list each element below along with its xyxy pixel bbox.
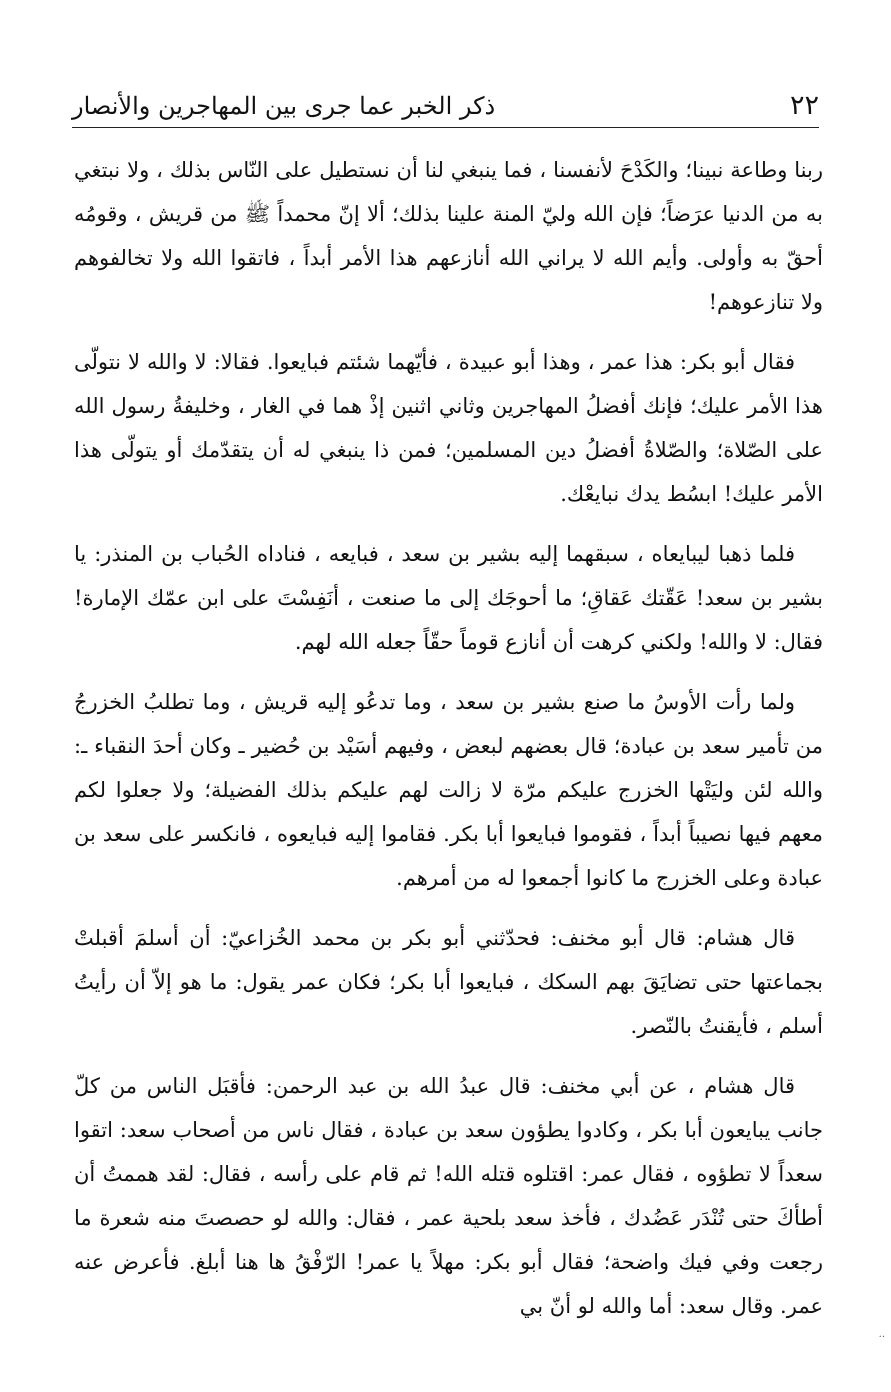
page-header: [72, 84, 819, 128]
page-body: [74, 148, 823, 1344]
paragraph: فقال أبو بكر: هذا عمر ، وهذا أبو عبيدة ، فأيّهما شئتم فبايعوا. فقالا: لا والله لا نتولّى هذا الأمر عليك؛ فإنك أفضلُ المهاجرين وثاني اثنين إذْ هما في الغار ، وخليفةُ رسول الله على الصّلاة؛ والصّلاةُ أفضلُ دين المسلمين؛ فمن ذا ينبغي له أن يتقدّمك أو يتولّى هذا الأمر عليك! ابسُط يدك نبايعْك.: [74, 350, 823, 506]
paragraph: ربنا وطاعة نبينا؛ والكَدْحَ لأنفسنا ، فما ينبغي لنا أن نستطيل على النّاس بذلك ، ولا نبتغي به من الدنيا عرَضاً؛ فإن الله وليّ المنة علينا بذلك؛ ألا إنّ محمداً ﷺ من قريش ، وقومُه أحقّ به وأولى. وأيم الله لا يراني الله أنازعهم هذا الأمر أبداً ، فاتقوا الله ولا تخالفوهم ولا تنازعوهم!: [74, 158, 823, 314]
running-title: ذكر الخبر عما جرى بين المهاجرين والأنصار: [72, 92, 496, 120]
paragraph: فلما ذهبا ليبايعاه ، سبقهما إليه بشير بن سعد ، فبايعه ، فناداه الحُباب بن المنذر: يا بشير بن سعد! عَقّتك عَقاقِ؛ ما أحوجَك إلى ما صنعت ، أنَفِسْتَ على ابن عمّك الإمارة! فقال: لا والله! ولكني كرهت أن أنازع قوماً حقّاً جعله الله لهم.: [74, 542, 823, 654]
paragraph: قال هشام ، عن أبي مخنف: قال عبدُ الله بن عبد الرحمن: فأقبَل الناس من كلّ جانب يبايعون أبا بكر ، وكادوا يطؤون سعد بن عبادة ، فقال ناس من أصحاب سعد: اتقوا سعداً لا تطؤوه ، فقال عمر: اقتلوه قتله الله! ثم قام على رأسه ، فقال: لقد هممتُ أن أطأكَ حتى تُنْدَر عَضُدك ، فأخذ سعد بلحية عمر ، فقال: والله لو حصصتَ منه شعرة ما رجعت وفي فيك واضحة؛ فقال أبو بكر: مهلاً يا عمر! الرّفْقُ ها هنا أبلغ. فأعرض عنه عمر. وقال سعد: أما والله لو أنّ بي: [74, 1074, 823, 1318]
paragraph: ولما رأت الأوسُ ما صنع بشير بن سعد ، وما تدعُو إليه قريش ، وما تطلبُ الخزرجُ من تأمير سعد بن عبادة؛ قال بعضهم لبعض ، وفيهم أسَيْد بن حُضير ـ وكان أحدَ النقباء ـ: والله لئن وليَتْها الخزرج عليكم مرّة لا زالت لهم عليكم بذلك الفضيلة؛ ولا جعلوا لكم معهم فيها نصيباً أبداً ، فقوموا فبايعوا أبا بكر. فقاموا إليه فبايعوه ، فانكسر على سعد بن عبادة وعلى الخزرج ما كانوا أجمعوا له من أمرهم.: [74, 690, 823, 890]
paragraph: قال هشام: قال أبو مخنف: فحدّثني أبو بكر بن محمد الخُزاعيّ: أن أسلمَ أقبلتْ بجماعتها حتى تضايَقَ بهم السكك ، فبايعوا أبا بكر؛ فكان عمر يقول: ما هو إلاّ أن رأيتُ أسلم ، فأيقنتُ بالنّصر.: [74, 926, 823, 1038]
page-number: ٢٢: [789, 90, 819, 121]
scan-mark: ..: [878, 1329, 885, 1340]
